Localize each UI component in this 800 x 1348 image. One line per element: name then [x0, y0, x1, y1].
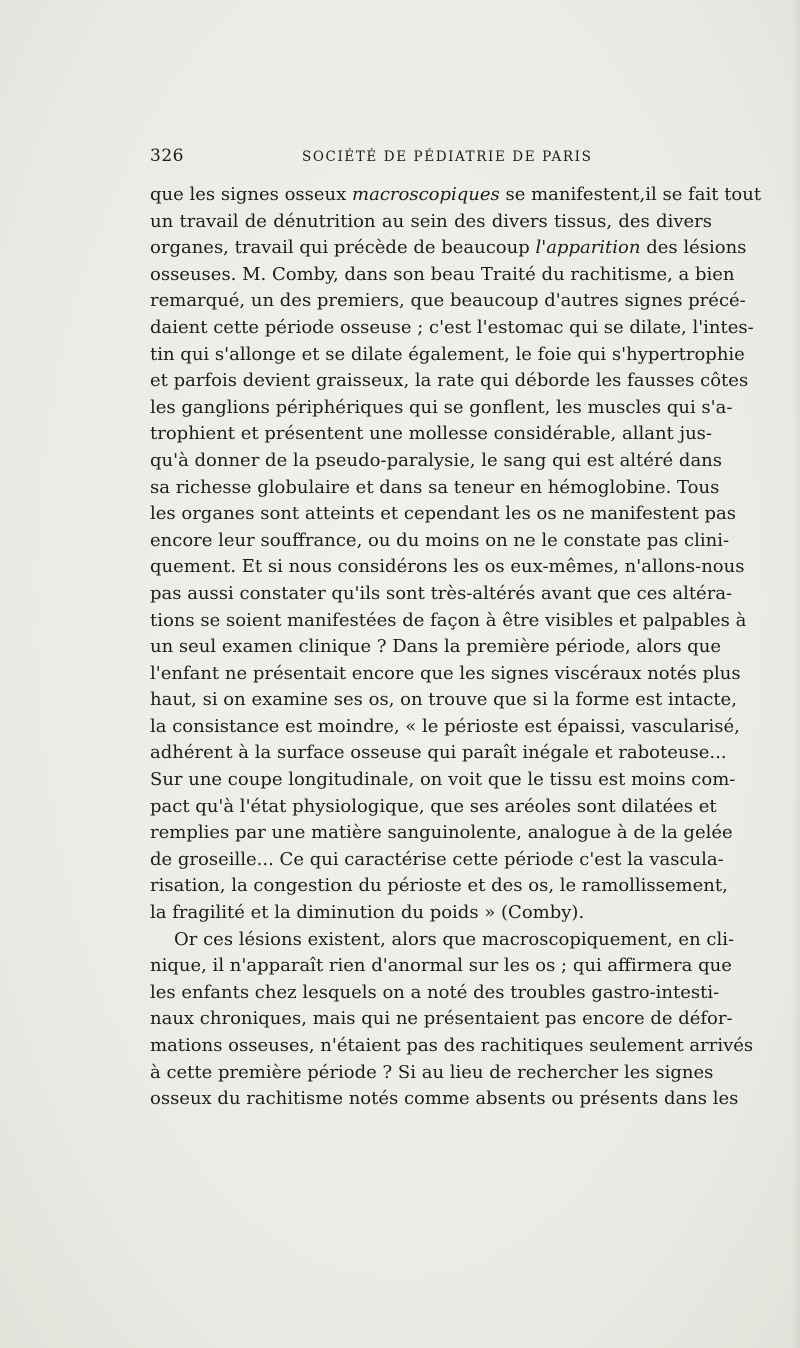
text-line: encore leur souffrance, ou du moins on ne le constate pas clini-	[150, 529, 730, 551]
paragraph-1	[150, 182, 762, 927]
body-text	[150, 182, 762, 1113]
italic-word: l'apparition	[535, 237, 641, 259]
text-line: les enfants chez lesquels on a noté des troubles gastro-intesti-	[150, 981, 720, 1003]
text-line: qu'à donner de la pseudo-paralysie, le sang qui est altéré dans	[150, 449, 723, 471]
text-line: mations osseuses, n'étaient pas des rachitiques seulement arrivés	[150, 1035, 754, 1056]
text-line: remplies par une matière sanguinolente, analogue à de la gelée	[150, 822, 733, 844]
page-header	[150, 146, 712, 170]
text-line: remarqué, un des premiers, que beaucoup d'autres signes précé-	[150, 290, 746, 312]
text-line: sa richesse globulaire et dans sa teneur en hémoglobine. Tous	[150, 476, 720, 498]
text-line: à cette première période ? Si au lieu de rechercher les signes	[150, 1061, 714, 1083]
text-line: que les signes osseux macroscopiques se manifestent,il se fait tout	[150, 184, 762, 205]
text-line: tin qui s'allonge et se dilate également, le foie qui s'hypertrophie	[150, 343, 745, 365]
text-line: naux chroniques, mais qui ne présentaient pas encore de défor-	[150, 1008, 733, 1030]
text-line: trophient et présentent une mollesse considérable, allant jus-	[150, 423, 712, 445]
text-line: nique, il n'apparaît rien d'anormal sur les os ; qui affirmera que	[150, 955, 732, 977]
page-number: 326	[150, 146, 184, 166]
text-line: adhérent à la surface osseuse qui paraît inégale et raboteuse...	[150, 742, 727, 764]
text-line: les organes sont atteints et cependant les os ne manifestent pas	[150, 503, 736, 525]
text-line: et parfois devient graisseux, la rate qui déborde les fausses côtes	[150, 370, 749, 392]
text-line: osseux du rachitisme notés comme absents ou présents dans les	[150, 1088, 739, 1110]
text-line: la fragilité et la diminution du poids » (Comby).	[150, 902, 585, 924]
italic-word: macroscopiques	[352, 184, 500, 205]
text-line: les ganglions périphériques qui se gonflent, les muscles qui s'a-	[150, 396, 733, 418]
text-line: quement. Et si nous considérons les os eux-mêmes, n'allons-nous	[150, 556, 745, 578]
text-line: osseuses. M. Comby, dans son beau Traité du rachitisme, a bien	[150, 263, 735, 285]
text-line: de groseille... Ce qui caractérise cette période c'est la vascula-	[150, 848, 724, 870]
running-title: SOCIÉTÉ DE PÉDIATRIE DE PARIS	[302, 149, 593, 165]
paragraph-2	[150, 927, 754, 1113]
text-line: la consistance est moindre, « le périoste est épaissi, vascularisé,	[150, 715, 740, 737]
text-line: Sur une coupe longitudinale, on voit que le tissu est moins com-	[150, 769, 736, 791]
text-line: risation, la congestion du périoste et des os, le ramollissement,	[150, 875, 728, 897]
text-line: haut, si on examine ses os, on trouve que si la forme est intacte,	[150, 689, 737, 711]
text-line: pas aussi constater qu'ils sont très-altérés avant que ces altéra-	[150, 582, 733, 604]
text-line: l'enfant ne présentait encore que les signes viscéraux notés plus	[150, 662, 741, 684]
scan-edge-shadow	[792, 0, 800, 1348]
text-line: un seul examen clinique ? Dans la première période, alors que	[150, 636, 722, 658]
text-line: tions se soient manifestées de façon à être visibles et palpables à	[150, 609, 747, 631]
text-line: un travail de dénutrition au sein des divers tissus, des divers	[150, 210, 712, 232]
text-line: organes, travail qui précède de beaucoup l'apparition des lésions	[150, 237, 747, 259]
text-line: pact qu'à l'état physiologique, que ses aréoles sont dilatées et	[150, 795, 717, 817]
text-line: Or ces lésions existent, alors que macroscopiquement, en cli-	[174, 928, 735, 950]
text-line: daient cette période osseuse ; c'est l'estomac qui se dilate, l'intes-	[150, 316, 754, 338]
